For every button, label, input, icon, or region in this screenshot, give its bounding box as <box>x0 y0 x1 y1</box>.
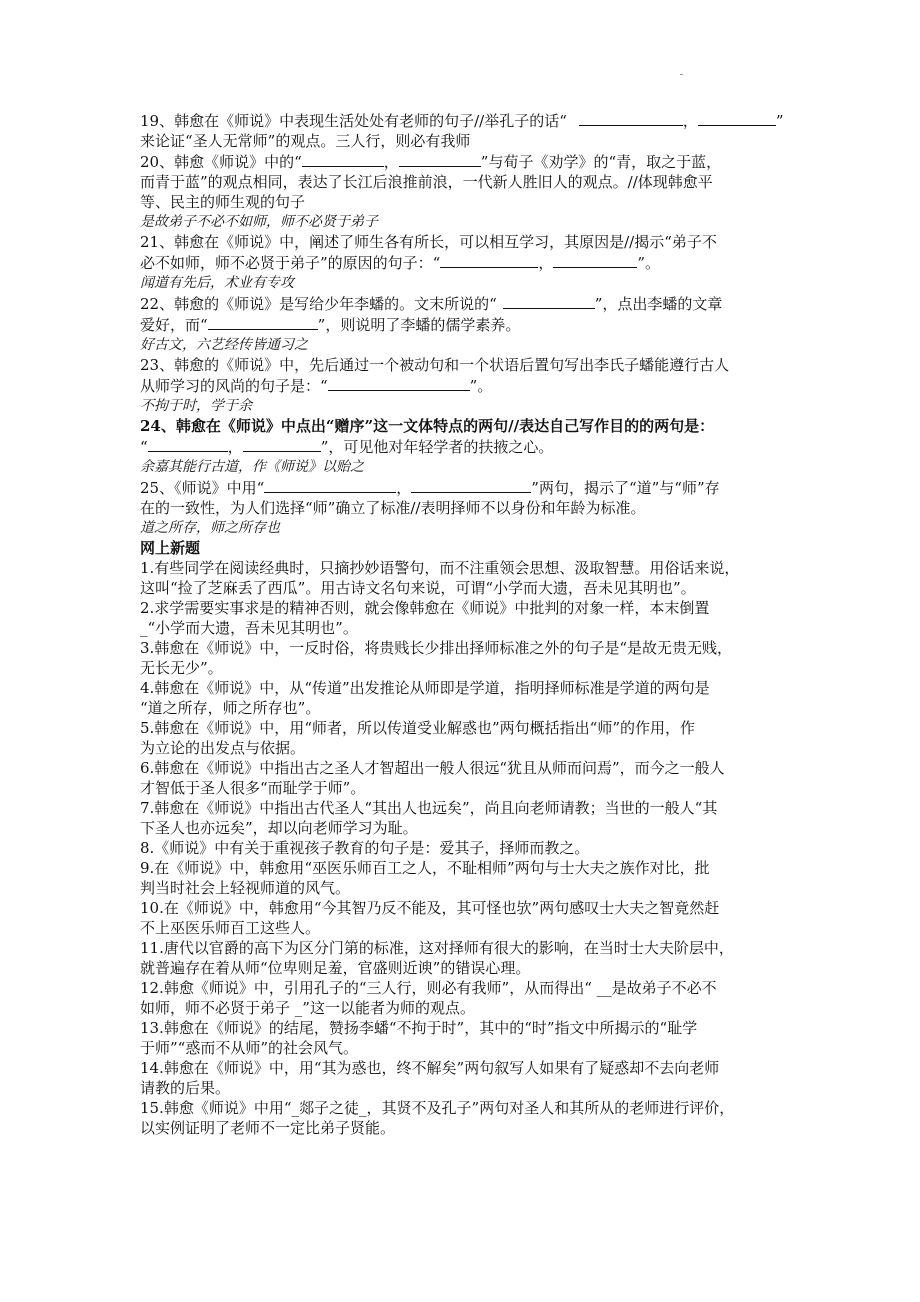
blank <box>148 436 228 452</box>
q23-text2: 从师学习的风尚的句子是：“ <box>140 377 328 395</box>
q22-line2 <box>140 314 820 335</box>
n15-line1 <box>140 1098 820 1118</box>
q24-answer-text: 余嘉其能行古道，作《师说》以贻之 <box>140 459 364 475</box>
n3-line1 <box>140 638 820 658</box>
q25-rest: ”两句，揭示了“道”与“师”存 <box>531 479 720 497</box>
q25-line1 <box>140 477 820 498</box>
n12-line2 <box>140 998 820 1018</box>
blank <box>553 252 637 268</box>
n1-text2: 这叫“捡了芝麻丢了西瓜”。用古诗文名句来说，可谓“小学而大遗，吾未见其明也”。 <box>140 579 696 597</box>
n1-text: 1.有些同学在阅读经典时，只摘抄妙语警句，而不注重领会思想、汲取智慧。用俗话来说， <box>140 559 740 577</box>
q23-line2 <box>140 375 820 396</box>
n6-line2 <box>140 778 820 798</box>
blank <box>579 110 683 126</box>
blank <box>302 151 384 167</box>
q21-comma: ， <box>538 254 554 272</box>
q21-text2: 必不如师，师不必贤于弟子”的原因的句子：“ <box>140 254 441 272</box>
n11-text2: 就普遍存在着从师“位卑则足羞，官盛则近谀”的错误心理。 <box>140 959 531 977</box>
n4-line2 <box>140 698 820 718</box>
q20-answer-text: 是故弟子不必不如师，师不必贤于弟子 <box>140 214 378 230</box>
n11-line2 <box>140 958 820 978</box>
section-heading <box>140 538 820 558</box>
n10-line2 <box>140 918 820 938</box>
n4-text2: “道之所存，师之所存也”。 <box>140 699 321 717</box>
n9-text: 9.在《师说》中，韩愈用“巫医乐师百工之人，不耻相师”两句与士大夫之族作对比，批 <box>140 859 710 877</box>
n15-line2 <box>140 1118 820 1138</box>
n6-text2: 才智低于圣人很多“而耻学于师”。 <box>140 779 366 797</box>
n8-line1 <box>140 838 820 858</box>
q24-answer <box>140 457 820 477</box>
q20-line1 <box>140 151 820 172</box>
q20-comma: ， <box>383 153 399 171</box>
n13-line2 <box>140 1038 820 1058</box>
n6-line1 <box>140 758 820 778</box>
q19-text: 19、韩愈在《师说》中表现生活处处有老师的句子//举孔子的话“ <box>140 112 567 130</box>
q23-answer <box>140 396 820 416</box>
q23-text: 23、韩愈的《师说》中，先后通过一个被动句和一个状语后置句写出李氏子蟠能遵行古人 <box>140 356 730 374</box>
document-page <box>140 110 820 1138</box>
n13-text2: 于师”“惑而不从师”的社会风气。 <box>140 1039 359 1057</box>
q25-text: 25、《师说》中用“ <box>140 479 265 497</box>
q25-text2: 在的一致性，为人们选择“师”确立了标准//表明择师不以身份和年龄为标准。 <box>140 499 646 517</box>
n10-text: 10.在《师说》中，韩愈用“今其智乃反不能及，其可怪也欤”两句感叹士大夫之智竟然赶 <box>140 899 720 917</box>
blank <box>328 375 470 391</box>
q20-text2: 而青于蓝”的观点相同，表达了长江后浪推前浪，一代新人胜旧人的观点。//体现韩愈平 <box>140 173 713 191</box>
n10-text2: 不上巫医乐师百工这些人。 <box>140 919 321 937</box>
blank <box>399 151 481 167</box>
n7-text2: 下圣人也亦远矣”，却以向老师学习为耻。 <box>140 819 418 837</box>
blank <box>243 436 321 452</box>
n15-text: 15.韩愈《师说》中用“_郯子之徒_，其贤不及孔子”两句对圣人和其所从的老师进行评价， <box>140 1099 735 1117</box>
q25-line2 <box>140 498 820 518</box>
n14-line2 <box>140 1078 820 1098</box>
q19-line2 <box>140 131 820 151</box>
q22-rest2: ”，则说明了李蟠的儒学素养。 <box>317 316 521 334</box>
n13-line1 <box>140 1018 820 1038</box>
n14-line1 <box>140 1058 820 1078</box>
n10-line1 <box>140 898 820 918</box>
section-heading-text: 网上新题 <box>140 539 201 557</box>
q25-answer-text: 道之所存，师之所存也 <box>140 520 280 536</box>
blank <box>411 477 531 493</box>
q24-line2 <box>140 436 820 457</box>
n4-line1 <box>140 678 820 698</box>
q21-close: ”。 <box>637 254 661 272</box>
q22-rest1: ”，点出李蟠的文章 <box>594 295 723 313</box>
n2-text: 2.求学需要实事求是的精神否则，就会像韩愈在《师说》中批判的对象一样，本末倒置 <box>140 599 710 617</box>
n3-text2: 无长无少”。 <box>140 659 223 677</box>
n11-line1 <box>140 938 820 958</box>
q21-text: 21、韩愈在《师说》中，阐述了师生各有所长，可以相互学习，其原因是//揭示“弟子不 <box>140 233 717 251</box>
n9-line2 <box>140 878 820 898</box>
n2-text2: _“小学而大遗，吾未见其明也”。 <box>140 619 358 637</box>
n2-line1 <box>140 598 820 618</box>
blank <box>503 293 595 309</box>
q20-rest: ”与荀子《劝学》的“青，取之于蓝， <box>480 153 722 171</box>
q22-line1 <box>140 293 820 314</box>
n5-text2: 为立论的出发点与依据。 <box>140 739 306 757</box>
n11-text: 11.唐代以官爵的高下为区分门第的标准，这对择师有很大的影响，在当时士大夫阶层中， <box>140 939 734 957</box>
n13-text: 13.韩愈在《师说》的结尾，赞扬李蟠“不拘于时”，其中的“时”指文中所揭示的“耻学 <box>140 1019 698 1037</box>
q22-text2: 爱好，而“ <box>140 316 208 334</box>
n1-line2 <box>140 578 820 598</box>
n12-line1 <box>140 978 820 998</box>
q24-text: 24、韩愈在《师说》中点出“赠序”这一文体特点的两句//表达自己写作目的的两句是： <box>140 417 715 435</box>
n7-line1 <box>140 798 820 818</box>
n3-text: 3.韩愈在《师说》中，一反时俗，将贵贱长少排出择师标准之外的句子是“是故无贵无贱， <box>140 639 732 657</box>
q24-comma: ， <box>227 438 243 456</box>
q19-line1 <box>140 110 820 131</box>
n12-text2: 如师，师不必贤于弟子 _”这一以能者为师的观点。 <box>140 999 475 1017</box>
n7-text: 7.韩愈在《师说》中指出古代圣人“其出人也远矣”，尚且向老师请教；当世的一般人“其 <box>140 799 718 817</box>
q23-answer-text: 不拘于时，学于余 <box>140 398 252 414</box>
n12-text: 12.韩愈《师说》中，引用孔子的“三人行，则必有我师”，从而得出“ __是故弟子不必不 <box>140 979 717 997</box>
q21-line2 <box>140 252 820 273</box>
n9-text2: 判当时社会上轻视师道的风气。 <box>140 879 351 897</box>
q25-comma: ， <box>396 479 412 497</box>
n14-text: 14.韩愈在《师说》中，用“其为惑也，终不解矣”两句叙写人如果有了疑惑却不去向老师 <box>140 1059 720 1077</box>
blank <box>440 252 538 268</box>
q20-answer <box>140 212 820 232</box>
q25-answer <box>140 518 820 538</box>
q23-close: ”。 <box>469 377 493 395</box>
n6-text: 6.韩愈在《师说》中指出古之圣人才智超出一般人很远“犹且从师而问焉”，而今之一般人 <box>140 759 725 777</box>
q21-answer <box>140 273 820 293</box>
q19-comma: ， <box>682 112 698 130</box>
n1-line1 <box>140 558 820 578</box>
q19-close: ” <box>775 112 784 130</box>
blank <box>698 110 776 126</box>
n8-text: 8.《师说》中有关于重视孩子教育的句子是：爱其子，择师而教之。 <box>140 839 590 857</box>
n5-text: 5.韩愈在《师说》中，用“师者，所以传道受业解惑也”两句概括指出“师”的作用，作 <box>140 719 695 737</box>
q21-line1 <box>140 232 820 252</box>
n9-line1 <box>140 858 820 878</box>
blank <box>208 314 318 330</box>
blank <box>264 477 396 493</box>
q22-answer <box>140 335 820 355</box>
q19-text2: 来论证“圣人无常师”的观点。三人行，则必有我师 <box>140 132 471 150</box>
q22-text: 22、韩愈的《师说》是写给少年李蟠的。文末所说的“ <box>140 295 497 313</box>
n3-line2 <box>140 658 820 678</box>
n5-line2 <box>140 738 820 758</box>
scan-dot <box>680 74 683 75</box>
n2-line2 <box>140 618 820 638</box>
q23-line1 <box>140 355 820 375</box>
q20-line3 <box>140 192 820 212</box>
n4-text: 4.韩愈在《师说》中，从“传道”出发推论从师即是学道，指明择师标准是学道的两句是 <box>140 679 710 697</box>
q24-line1 <box>140 416 820 436</box>
q20-text3: 等、民主的师生观的句子 <box>140 193 306 211</box>
q22-answer-text: 好古文，六艺经传皆通习之 <box>140 337 308 353</box>
n5-line1 <box>140 718 820 738</box>
n14-text2: 请教的后果。 <box>140 1079 231 1097</box>
n7-line2 <box>140 818 820 838</box>
q20-text: 20、韩愈《师说》中的“ <box>140 153 302 171</box>
q20-line2 <box>140 172 820 192</box>
q24-open: “ <box>140 438 148 456</box>
q24-rest: ”，可见他对年轻学者的扶掖之心。 <box>320 438 554 456</box>
n15-text2: 以实例证明了老师不一定比弟子贤能。 <box>140 1119 396 1137</box>
q21-answer-text: 闻道有先后，术业有专攻 <box>140 275 294 291</box>
